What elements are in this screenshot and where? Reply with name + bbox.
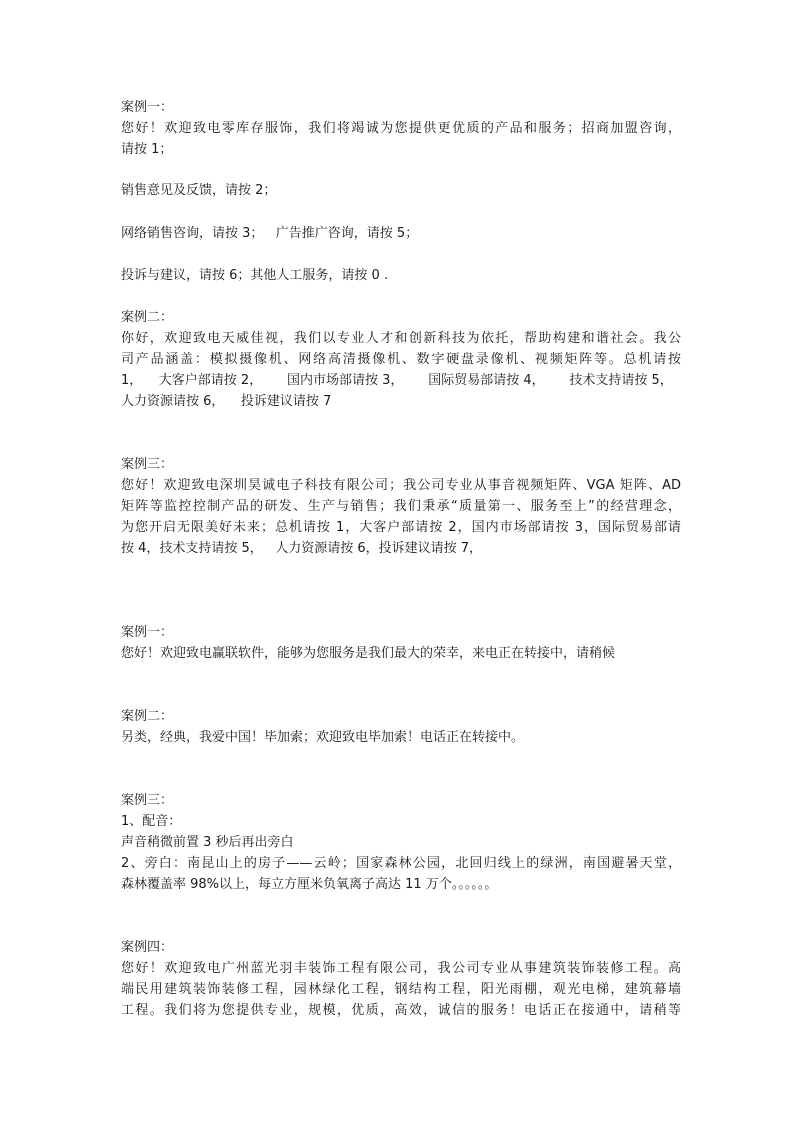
paragraph-line: 您好！欢迎致电零库存服饰，我们将竭诚为您提供更优质的产品和服务；招商加盟咨询， — [121, 121, 681, 136]
paragraph-line: 声音稍微前置 3 秒后再出旁白 — [121, 835, 294, 850]
paragraph-line: 2、旁白：南昆山上的房子——云岭；国家森林公园，北回归线上的绿洲，南国避暑天堂， — [121, 856, 681, 871]
paragraph-line: 您好！欢迎致电赢联软件，能够为您服务是我们最大的荣幸，来电正在转接中，请稍候 — [121, 646, 616, 661]
case-heading: 案例四： — [121, 940, 174, 955]
paragraph-line: 您好！欢迎致电广州蓝光羽丰装饰工程有限公司，我公司专业从事建筑装饰装修工程。高 — [121, 961, 681, 976]
paragraph-line: 矩阵等监控控制产品的研发、生产与销售；我们秉承“质量第一、服务至上”的经营理念， — [121, 499, 681, 514]
paragraph-line: 另类，经典，我爱中国！毕加索；欢迎致电毕加索！电话正在转接中。 — [121, 730, 525, 745]
paragraph-line: 1、配音： — [121, 814, 182, 829]
case-heading: 案例一： — [121, 625, 174, 640]
paragraph-line: 为您开启无限美好未来；总机请按 1，大客户部请按 2，国内市场部请按 3，国际贸易部请 — [121, 520, 681, 535]
case-heading: 案例三： — [121, 793, 174, 808]
paragraph-line: 工程。我们将为您提供专业，规模，优质，高效，诚信的服务！电话正在接通中，请稍等 — [121, 1003, 681, 1018]
paragraph-line: 1， 大客户部请按 2， 国内市场部请按 3， 国际贸易部请按 4， 技术支持请按 5， — [121, 373, 673, 388]
paragraph-line: 端民用建筑装饰装修工程，园林绿化工程，钢结构工程，阳光雨棚，观光电梯，建筑幕墙 — [121, 982, 681, 997]
paragraph-line: 按 4，技术支持请按 5， 人力资源请按 6，投诉建议请按 7， — [121, 541, 483, 556]
case-heading: 案例二： — [121, 310, 174, 325]
paragraph-line: 你好，欢迎致电天威佳视，我们以专业人才和创新科技为依托，帮助构建和谐社会。我公 — [121, 331, 681, 346]
case-heading: 案例一： — [121, 100, 174, 115]
paragraph-line: 您好！欢迎致电深圳昊诚电子科技有限公司；我公司专业从事音视频矩阵、VGA 矩阵、AD — [121, 478, 681, 493]
case-heading: 案例二： — [121, 709, 174, 724]
paragraph-line: 人力资源请按 6， 投诉建议请按 7 — [121, 394, 332, 409]
paragraph-line: 投诉与建议，请按 6；其他人工服务，请按 0 . — [121, 268, 389, 283]
paragraph-line: 请按 1； — [121, 142, 173, 157]
paragraph-line: 司产品涵盖：模拟摄像机、网络高清摄像机、数字硬盘录像机、视频矩阵等。总机请按 — [121, 352, 681, 367]
paragraph-line: 销售意见及反馈，请按 2； — [121, 183, 277, 198]
paragraph-line: 网络销售咨询，请按 3； 广告推广咨询，请按 5； — [121, 226, 419, 241]
paragraph-line: 森林覆盖率 98%以上，每立方厘米负氧离子高达 11 万个。。。。。。 — [121, 877, 498, 892]
case-heading: 案例三： — [121, 457, 174, 472]
